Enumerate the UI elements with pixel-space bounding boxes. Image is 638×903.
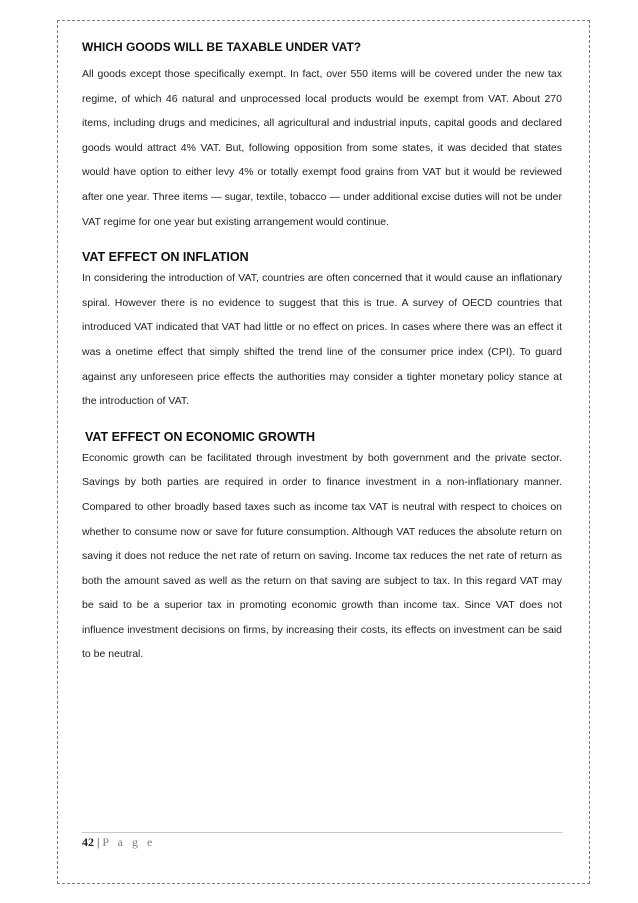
section-paragraph-taxable-goods: All goods except those specifically exempt. In fact, over 550 items will be covered under the new tax regime, of which 46 natural and unprocessed local products would be exempt from VAT. About 270 items, including drugs and medicines, all agricultural and industrial inputs, capital goods and declared goods would attract 4% VAT. But, following opposition from some states, it was decided that states would have option to either levy 4% or totally exempt food grains from VAT but it would be reviewed after one year. Three items — sugar, textile, tobacco — under additional excise duties will not be under VAT regime for one year but existing arrangement would continue.	[82, 68, 562, 228]
section-heading-economic-growth: VAT EFFECT ON ECONOMIC GROWTH	[85, 429, 316, 444]
section-heading-inflation: VAT EFFECT ON INFLATION	[82, 250, 249, 265]
page-number: 42	[82, 835, 94, 849]
footer-divider	[82, 832, 562, 833]
document-body	[82, 38, 562, 667]
section-paragraph-economic-growth: Economic growth can be facilitated through investment by both government and the private sector. Savings by both parties are required in order to finance investment in a non-inflationary manner. Compared to other broadly based taxes such as income tax VAT is neutral with respect to choices on whether to consume now or save for future consumption. Although VAT reduces the absolute return on saving it does not reduce the net rate of return on saving. Income tax reduces the net rate of return as both the amount saved as well as the return on that saving are subject to tax. In this regard VAT may be said to be a superior tax in promoting economic growth than income tax. Since VAT does not influence investment decisions on firms, by increasing their costs, its effects on investment can be said to be neutral.	[82, 451, 562, 661]
section-heading-taxable-goods: WHICH GOODS WILL BE TAXABLE UNDER VAT?	[82, 40, 362, 54]
footer-separator: |	[97, 835, 100, 849]
page-footer	[82, 835, 155, 850]
page-label: P a g e	[102, 835, 156, 849]
section-paragraph-inflation: In considering the introduction of VAT, countries are often concerned that it would cause an inflationary spiral. However there is no evidence to suggest that this is true. A survey of OECD countries that introduced VAT indicated that VAT had little or no effect on prices. In cases where there was an effect it was a onetime effect that simply shifted the trend line of the consumer price index (CPI). To guard against any unforeseen price effects the authorities may consider a tighter monetary policy stance at the introduction of VAT.	[82, 272, 562, 408]
